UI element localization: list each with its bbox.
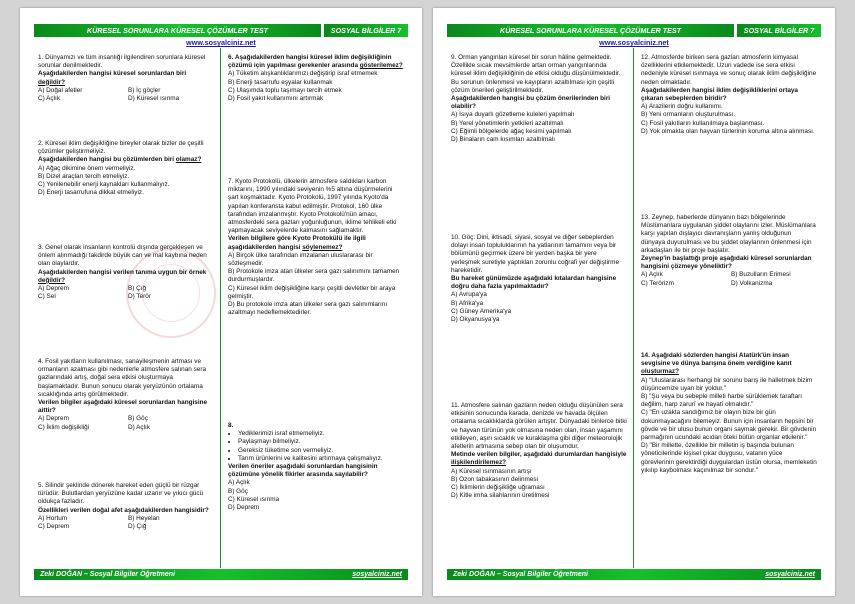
footer-bar (34, 569, 408, 580)
question-prompt: 6. Aşağıdakilerden hangisi küresel iklim değişikliğinin çözümü için yapılması gerekenler arasında gösterilemez? (228, 54, 403, 70)
option-b[interactable]: B) Afrika'ya (451, 299, 484, 307)
question-stem: 3. Genel olarak insanların kontrolü dışında gerçekleşen ve önlem alınmadığı takdirde büyük can ve mal kaybına neden olan olaylardır. (38, 244, 207, 268)
option-a[interactable]: A) Hortum (38, 514, 68, 522)
option-d[interactable]: D) Bu protokole imza atan ülkeler sera gazı salınımlarını azaltmayı hedeflemektedirler. (228, 301, 388, 317)
site-link[interactable]: www.sosyalciniz.net (186, 38, 256, 47)
question-1 (38, 54, 214, 103)
question-4 (38, 358, 214, 432)
subject-label: SOSYAL BİLGİLER 7 (737, 24, 821, 37)
option-c[interactable]: C) Deprem (38, 523, 70, 531)
site-link[interactable]: www.sosyalciniz.net (599, 38, 669, 47)
option-d[interactable]: D) Volkanizma (731, 279, 773, 287)
question-prompt: Aşağıdakilerden hangisi verilen tanıma uygun bir örnek değildir? (38, 268, 207, 284)
option-a[interactable]: A) Doğal afetler (38, 86, 83, 94)
option-b[interactable]: B) Ozon tabakasının delinmesi (451, 475, 539, 483)
question-2 (38, 140, 214, 197)
test-title: KÜRESEL SORUNLARA KÜRESEL ÇÖZÜMLER TEST (34, 24, 321, 37)
question-stem: 4. Fosil yakıtların kullanılması, sanayileşmenin artması ve ormanların azalması gibi nedenlerle atmosfere salınan sera gazlarındaki artış, doğal sera etkisi oluşturmaya başlamaktadır. Bunun sonucu olarak yeryüzünün ortalama sıcaklığında artış görülmektedir. (38, 358, 207, 398)
option-d[interactable]: D) Terör (128, 293, 151, 301)
option-c[interactable]: C) Güney Amerika'ya (451, 307, 512, 315)
question-12 (641, 54, 817, 136)
option-d[interactable]: D) Enerji tasarrufuna dikkat etmeliyiz. (38, 189, 144, 197)
option-b[interactable]: B) Buzulların Erimesi (731, 271, 791, 279)
question-number: 8. (228, 422, 234, 429)
question-prompt: 14. Aşağıdaki sözlerden hangisi Atatürk'ün insan sevgisine ve dünya barışına önem verdiğine kanıt oluşturmaz? (641, 352, 792, 376)
list-item: • Gereksiz tüketime son vermeliyiz. (238, 447, 404, 455)
question-13 (641, 214, 817, 288)
question-prompt: Verilen bilgiler aşağıdaki küresel sorunlardan hangisine aittir? (38, 399, 208, 415)
option-b[interactable]: B) Enerji tasarrufu eşyalar kullanmak (228, 78, 333, 86)
option-b[interactable]: B) Heyelan (128, 514, 160, 522)
question-9 (451, 54, 627, 144)
option-c[interactable]: C) İklimlerin değişikliğe uğraması (451, 484, 545, 492)
option-b[interactable]: B) Yeni ormanların oluşturulması. (641, 111, 736, 119)
question-10 (451, 234, 627, 324)
option-a[interactable]: A) Küresel ısınmasının artışı (451, 467, 532, 475)
option-c[interactable]: C) Eğimli bölgelerde ağaç kesimi yapılmalı (451, 127, 572, 135)
option-b[interactable]: B) Yerel yönetimlerin yetkileri azaltılmalı (451, 119, 564, 127)
header-bar (447, 24, 821, 37)
option-a[interactable]: A) Açlık (228, 479, 250, 487)
question-prompt: Metinde verilen bilgiler, aşağıdaki durumlardan hangisiyle ilişkilendirilemez? (451, 451, 627, 467)
option-d[interactable]: D) Deprem (228, 504, 260, 512)
question-prompt: Aşağıdakilerden hangisi bu çözüm önerilerinden biri olabilir? (451, 95, 611, 111)
question-stem: 1. Dünyamızı ve tüm insanlığı ilgilendiren sorunlara küresel sorunlar denilmektedir. (38, 54, 206, 70)
question-prompt: Özellikleri verilen doğal afet aşağıdakilerden hangisidir? (38, 506, 209, 514)
option-d[interactable]: D) Küresel ısınma (128, 95, 180, 103)
option-d[interactable]: D) Açlık (128, 423, 151, 431)
option-c[interactable]: C) Fosil yakıtların kullanılmaya başlanması. (641, 119, 765, 127)
option-b[interactable]: B) Protokole imza atan ülkeler sera gazı salınımını tamamen durdurmuşlardır. (228, 268, 400, 284)
footer-site-link[interactable]: sosyalciniz.net (765, 571, 815, 578)
option-b[interactable]: B) Dizel araçları tercih etmeliyiz. (38, 172, 130, 180)
author-label: Zeki DOĞAN – Sosyal Bilgiler Öğretmeni (453, 571, 588, 578)
option-a[interactable]: A) Tüketim alışkanlıklarımızı değiştirip israf etmemek (228, 70, 378, 78)
option-a[interactable]: A) Açlık (641, 271, 663, 279)
question-stem: 12. Atmosferde biriken sera gazları atmosferin kimyasal özelliklerini etkilemektedir. Uzun vadede ise sera etkisi nedeniyle küresel ısınmaya ve sonuç olarak iklim değişikliğine neden olmaktadır. (641, 54, 817, 86)
list-item: • Yediklerimizi israf etmemeliyiz. (238, 430, 404, 438)
option-c[interactable]: C) Ulaşımda toplu taşımayı tercih etmek (228, 86, 342, 94)
option-a[interactable]: A) "Uluslararası herhangi bir sorunu barış ile halletmek bizim düşüncemize uyan bir yoldur." (641, 376, 813, 392)
test-title: KÜRESEL SORUNLARA KÜRESEL ÇÖZÜMLER TEST (447, 24, 734, 37)
question-stem: 13. Zeynep, haberlerde dünyanın bazı bölgelerinde Müslümanlara uygulanan şiddet olaylarını izler. Müslümanlara karşı yapılan dışlayıcı davranışların yanlış olduğunun dünyaya duyurulması ve bu şiddet olaylarının önlenmesi için arkadaşları ile bir proje başlatır. (641, 214, 816, 254)
column-divider (220, 48, 221, 568)
option-d[interactable]: D) Yok olmakta olan hayvan türlerinin koruma altına alınması. (641, 127, 815, 135)
suggestion-list (228, 430, 404, 463)
question-stem: 2. Küresel iklim değişikliğine bireyler olarak bizler de çeşitli çözümler geliştirmeliyiz. (38, 140, 204, 156)
question-stem: 9. Orman yangınları küresel bir sorun hâline gelmektedir. Özellikle sıcak mevsimlerde artan orman yangınlarında küresel iklim değişikliğinin de etkisi olduğu düşünülmektedir. Bu sorunun önlenmesi ve kayıpların azaltılması için çeşitli çözüm önerileri geliştirilmektedir. (451, 54, 621, 94)
column-divider (633, 48, 634, 568)
question-3 (38, 244, 214, 301)
option-a[interactable]: A) Avrupa'ya (451, 291, 487, 299)
option-a[interactable]: A) Ağaç dikimine önem vermeliyiz. (38, 164, 136, 172)
question-5 (38, 482, 214, 531)
option-a[interactable]: A) Isıya duyarlı gözetleme kuleleri yapılmalı (451, 111, 575, 119)
footer-bar (447, 569, 821, 580)
question-stem: 10. Göç: Dini, iktisadi, siyasi, sosyal ve diğer sebeplerden dolayı insan topluluklarının ha yatlarının tamamını veya bir bölümünü geçirmek üzere bir yerden başka bir yere yerleşmek suretiyle yaptıkları zorunlu coğrafi yer değiştirme hareketidir. (451, 234, 619, 274)
page-left (20, 8, 422, 596)
option-c[interactable]: C) Küresel ısınma (228, 495, 280, 503)
footer-site-link[interactable]: sosyalciniz.net (352, 571, 402, 578)
option-a[interactable]: A) Arazilerin doğru kullanımı. (641, 103, 723, 111)
option-d[interactable]: D) "Bir millette, özellikle bir milletin iş başında bulunan yöneticilerinde kişisel çıkar duygusu, vatanın yüce görevlerinin gerektirdiği duygulardan üstün olursa, memleketin yıkılıp kaybolması kaçınılmaz bir sondur." (641, 442, 817, 474)
option-d[interactable]: D) Fosil yakıt kullanımını artırmak (228, 95, 324, 103)
option-b[interactable]: B) Göç (228, 487, 248, 495)
header-bar (34, 24, 408, 37)
list-item: • Paylaşmayı bilmeliyiz. (238, 438, 404, 446)
question-7 (228, 178, 404, 317)
option-a[interactable]: A) Deprem (38, 285, 69, 293)
option-a[interactable]: A) Birçok ülke tarafından imzalanan uluslararası bir sözleşmedir. (228, 251, 373, 268)
option-d[interactable]: D) Kitle imha silahlarının üretilmesi (451, 492, 550, 500)
option-c[interactable]: C) Açlık (38, 95, 61, 103)
option-c[interactable]: C) Terörizm (641, 279, 674, 287)
question-stem: 11. Atmosfere salınan gazların neden olduğu düşünülen sera etkisinin sonucunda karada, denizde ve havada ölçülen ortalama sıcaklıklarda görülen artıştır. Dünyadaki binlerce bitki ve hayvan türünün yok olmasına neden olan, insan yaşamını etkileyen, aşırı sıcaklık ve kuraklaşma gibi diğer meteorolojik afetlerin artmasına sebep olan bir oluşumdur. (451, 402, 627, 451)
question-8 (228, 422, 404, 512)
option-b[interactable]: B) "Şu veya bu sebeple milleti harbe sürüklemek taraftarı değilim, harp zarurî ve hayatî olmalıdır." (641, 393, 803, 409)
question-prompt: Aşağıdakilerden hangisi iklim değişikliklerini ortaya çıkaran sebeplerden biridir? (641, 86, 798, 103)
list-item: • Tarım ürünlerini ve kalitesini artırmaya çalışmalıyız. (238, 455, 404, 463)
question-prompt: Aşağıdakilerden hangisi bu çözümlerden biri olamaz? (38, 156, 202, 164)
option-c[interactable]: C) Küresel iklim değişikliğine karşı çeşitli devletler bir araya gelmiştir. (228, 284, 396, 300)
question-6 (228, 54, 404, 103)
question-prompt: Zeynep'in başlattığı proje aşağıdaki küresel sorunlardan hangisini çözmeye yöneliktir? (641, 255, 812, 271)
question-prompt: Verilen öneriler aşağıdaki sorunlardan hangisinin çözümüne yönelik fikirler arasında sayılabilir? (228, 463, 378, 479)
question-14 (641, 352, 817, 475)
question-prompt: Bu hareket günümüzde aşağıdaki kıtalardan hangisine doğru daha fazla yapılmaktadır? (451, 275, 617, 291)
option-b[interactable]: B) Çığ (128, 285, 147, 293)
option-d[interactable]: D) Çığ (128, 523, 147, 531)
question-prompt: Aşağıdakilerden hangisi küresel sorunlardan biri değildir? (38, 70, 187, 86)
option-c[interactable]: C) İklim değişikliği (38, 423, 90, 431)
option-b[interactable]: B) İç göçler (128, 86, 161, 94)
subject-label: SOSYAL BİLGİLER 7 (324, 24, 408, 37)
option-d[interactable]: D) Okyanusya'ya (451, 316, 500, 324)
question-stem: 7. Kyoto Protokolü, ülkelerin atmosfere saldıkları karbon miktarını, 1990 yılındaki seviyenin %5 altına düşürmelerini şart koşmaktadır. Kyoto Protokolü, 1997 yılında Kyoto'da yapılan konferansta kabul edilmiştir. Protokol, 160 ülke tarafından imzalanmıştır. Kyoto Protokolü'nün amacı, atmosferdeki sera gazları yoğunluğunun, iklime tehlikeli etki yapmayacak seviyelerde kalmasını sağlamaktır. (228, 178, 397, 235)
option-c[interactable]: C) "En uzakta sandığımız bir olayın bize bir gün dokunmayacağını bilemeyiz. Bunun için insanların hepsini bir gövde ve bir ulusu bunun organı saymak gerekir. Bir gövdenin parmağının ucundaki acıdan öteki bütün organlar etkilenir." (641, 409, 817, 442)
question-11 (451, 402, 627, 500)
option-c[interactable]: C) Yenilenebilir enerji kaynakları kullanmalıyız. (38, 181, 170, 189)
question-prompt: Verilen bilgilere göre Kyoto Protokülü ile ilgili aşağıdakilerden hangisi söylenemez? (228, 235, 366, 251)
option-c[interactable]: C) Sel (38, 293, 56, 301)
option-d[interactable]: D) Binaların cam kısımları azaltılmalı (451, 136, 556, 144)
question-stem: 5. Silindir şeklinde dönerek hareket eden güçlü bir rüzgar türüdür. Bulutlardan yeryüzüne kadar uzanır ve yıkıcı gücü oldukça fazladır. (38, 482, 204, 506)
author-label: Zeki DOĞAN – Sosyal Bilgiler Öğretmeni (40, 571, 175, 578)
page-right (433, 8, 835, 596)
option-a[interactable]: A) Deprem (38, 415, 69, 423)
option-b[interactable]: B) Göç (128, 415, 148, 423)
